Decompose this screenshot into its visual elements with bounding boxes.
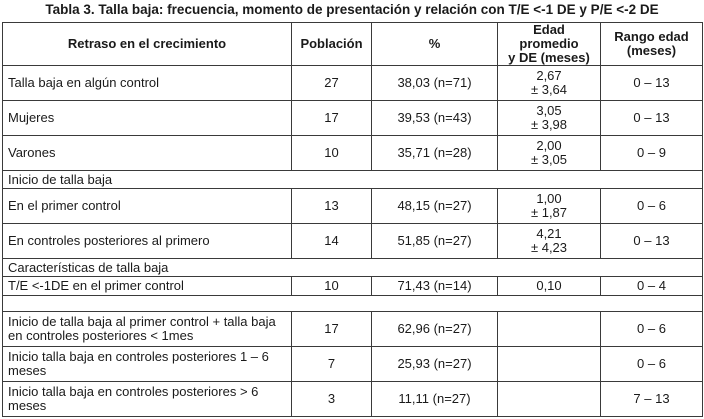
row-edad-sd: ± 4,23 (530, 240, 568, 255)
header-rango-line1: Rango edad (614, 29, 689, 44)
row-poblacion: 10 (292, 136, 372, 171)
row-edad-sd: ± 3,05 (530, 152, 568, 167)
row-edad (498, 347, 601, 382)
data-table (2, 22, 703, 417)
row-poblacion: 14 (292, 224, 372, 259)
header-edad (498, 23, 601, 66)
row-percent: 11,11 (n=27) (372, 382, 498, 417)
row-edad-sd: ± 1,87 (530, 205, 568, 220)
table-row (3, 101, 703, 136)
section-title: Características de talla baja (3, 259, 703, 277)
row-edad-mean: 2,67 (536, 68, 562, 83)
row-poblacion: 3 (292, 382, 372, 417)
row-poblacion: 17 (292, 312, 372, 347)
table-row (3, 382, 703, 417)
table-row (3, 347, 703, 382)
row-edad (498, 382, 601, 417)
row-poblacion: 27 (292, 66, 372, 101)
row-edad-mean: 3,05 (536, 103, 562, 118)
header-edad-line1: Edad promedio (519, 22, 579, 51)
table-caption: Tabla 3. Talla baja: frecuencia, momento de presentación y relación con T/E <-1 DE y P/E <-2 DE (45, 2, 659, 17)
row-edad (498, 189, 601, 224)
row-percent: 35,71 (n=28) (372, 136, 498, 171)
row-edad-mean: 2,00 (536, 138, 562, 153)
row-percent: 38,03 (n=71) (372, 66, 498, 101)
header-retraso: Retraso en el crecimiento (3, 23, 292, 66)
row-edad (498, 224, 601, 259)
row-poblacion: 10 (292, 277, 372, 296)
row-rango: 0 – 6 (601, 189, 703, 224)
row-edad-sd: ± 3,64 (530, 82, 568, 97)
row-label: Inicio talla baja en controles posteriores > 6 meses (3, 382, 292, 417)
row-edad-mean: 1,00 (536, 191, 562, 206)
row-percent: 71,43 (n=14) (372, 277, 498, 296)
row-edad: 0,10 (498, 277, 601, 296)
table-row (3, 189, 703, 224)
row-rango: 0 – 6 (601, 347, 703, 382)
row-percent: 51,85 (n=27) (372, 224, 498, 259)
row-label: Mujeres (3, 101, 292, 136)
row-edad (498, 136, 601, 171)
section-title: Inicio de talla baja (3, 171, 703, 189)
section-row (3, 259, 703, 277)
row-label: Inicio de talla baja al primer control + talla baja en controles posteriores < 1mes (3, 312, 292, 347)
row-edad (498, 66, 601, 101)
row-label: Talla baja en algún control (3, 66, 292, 101)
row-rango: 0 – 6 (601, 312, 703, 347)
row-label: T/E <-1DE en el primer control (3, 277, 292, 296)
row-rango: 0 – 13 (601, 66, 703, 101)
row-poblacion: 7 (292, 347, 372, 382)
section-row (3, 171, 703, 189)
row-label: Inicio talla baja en controles posteriores 1 – 6 meses (3, 347, 292, 382)
blank-cell (3, 296, 703, 312)
row-poblacion: 17 (292, 101, 372, 136)
header-rango (601, 23, 703, 66)
row-label: En el primer control (3, 189, 292, 224)
table-row (3, 277, 703, 296)
table-row (3, 66, 703, 101)
header-percent: % (372, 23, 498, 66)
row-percent: 48,15 (n=27) (372, 189, 498, 224)
row-rango: 7 – 13 (601, 382, 703, 417)
row-poblacion: 13 (292, 189, 372, 224)
row-edad-sd: ± 3,98 (530, 117, 568, 132)
table-row (3, 136, 703, 171)
row-percent: 25,93 (n=27) (372, 347, 498, 382)
row-edad (498, 312, 601, 347)
row-rango: 0 – 13 (601, 224, 703, 259)
row-rango: 0 – 9 (601, 136, 703, 171)
table-row (3, 224, 703, 259)
row-label: En controles posteriores al primero (3, 224, 292, 259)
header-edad-line2: y DE (meses) (508, 50, 590, 65)
row-percent: 39,53 (n=43) (372, 101, 498, 136)
row-label: Varones (3, 136, 292, 171)
header-row (3, 23, 703, 66)
table-row (3, 312, 703, 347)
row-rango: 0 – 13 (601, 101, 703, 136)
row-rango: 0 – 4 (601, 277, 703, 296)
row-edad-mean: 4,21 (536, 226, 562, 241)
blank-row (3, 296, 703, 312)
row-edad (498, 101, 601, 136)
header-rango-line2: (meses) (626, 43, 677, 58)
row-percent: 62,96 (n=27) (372, 312, 498, 347)
header-poblacion: Población (292, 23, 372, 66)
